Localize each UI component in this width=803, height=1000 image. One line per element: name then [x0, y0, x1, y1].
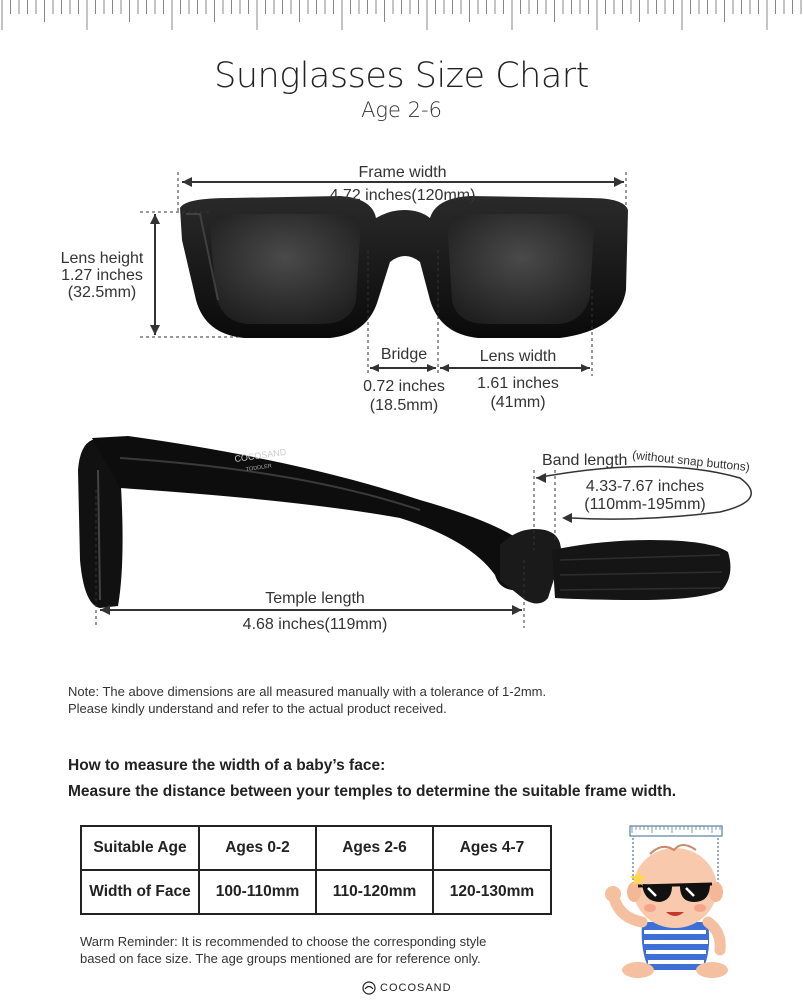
band-length-label: Band length: [542, 452, 628, 469]
band-length-mm: (110mm-195mm): [584, 496, 706, 513]
tolerance-note: [68, 683, 546, 717]
size-table-header-row: [81, 826, 551, 870]
footer-brand: [362, 981, 452, 995]
lens-width-mm: (41mm): [490, 394, 546, 411]
reminder-line-1: Warm Reminder: It is recommended to choose the corresponding style: [80, 934, 487, 949]
top-ruler: [0, 0, 803, 34]
note-line-1: Note: The above dimensions are all measured manually with a tolerance of 1-2mm.: [68, 684, 547, 699]
lens-height-mm: (32.5mm): [67, 284, 137, 301]
lens-height-label: Lens height: [60, 250, 144, 267]
band-length-note: (without snap buttons): [631, 447, 751, 475]
table-header-cell: Ages 4-7: [433, 826, 551, 870]
frame-width-label: Frame width: [358, 164, 447, 181]
page-subtitle: Age 2-6: [361, 98, 442, 122]
table-cell: 100-110mm: [199, 870, 316, 914]
how-to-line-2: Measure the distance between your temples to determine the suitable frame width.: [68, 783, 677, 800]
bridge-mm: (18.5mm): [369, 397, 439, 414]
lens-height-inches: 1.27 inches: [61, 267, 143, 284]
temple-length-label: Temple length: [265, 590, 365, 607]
lens-width-inches: 1.61 inches: [477, 375, 559, 392]
temple-length-value: 4.68 inches(119mm): [242, 616, 388, 633]
brand-logo-icon: [362, 981, 376, 995]
band-length-inches: 4.33-7.67 inches: [585, 478, 705, 495]
reminder-line-2: based on face size. The age groups mentioned are for reference only.: [80, 951, 481, 966]
bridge-label: Bridge: [380, 346, 428, 363]
how-to-measure: [68, 753, 676, 805]
size-table-row: [81, 870, 551, 914]
page-title: Sunglasses Size Chart: [214, 56, 589, 96]
table-header-cell: Suitable Age: [81, 826, 199, 870]
band-length-label-wrap: [542, 447, 772, 475]
baby-illustration: [600, 822, 730, 980]
arm-brand-text: COCOSAND: [233, 446, 287, 464]
lens-width-label: Lens width: [479, 348, 557, 365]
how-to-line-1: How to measure the width of a baby’s face:: [68, 757, 386, 774]
table-cell: Width of Face: [81, 870, 199, 914]
arm-sub-text: TODDLER: [245, 463, 273, 473]
table-cell: 110-120mm: [316, 870, 433, 914]
table-header-cell: Ages 0-2: [199, 826, 316, 870]
footer-brand-text: COCOSAND: [380, 982, 452, 994]
table-header-cell: Ages 2-6: [316, 826, 433, 870]
bridge-inches: 0.72 inches: [363, 378, 445, 395]
warm-reminder: [80, 933, 486, 967]
note-line-2: Please kindly understand and refer to the actual product received.: [68, 701, 447, 716]
table-cell: 120-130mm: [433, 870, 551, 914]
frame-width-value: 4.72 inches(120mm): [329, 187, 476, 204]
size-table: [80, 825, 552, 915]
